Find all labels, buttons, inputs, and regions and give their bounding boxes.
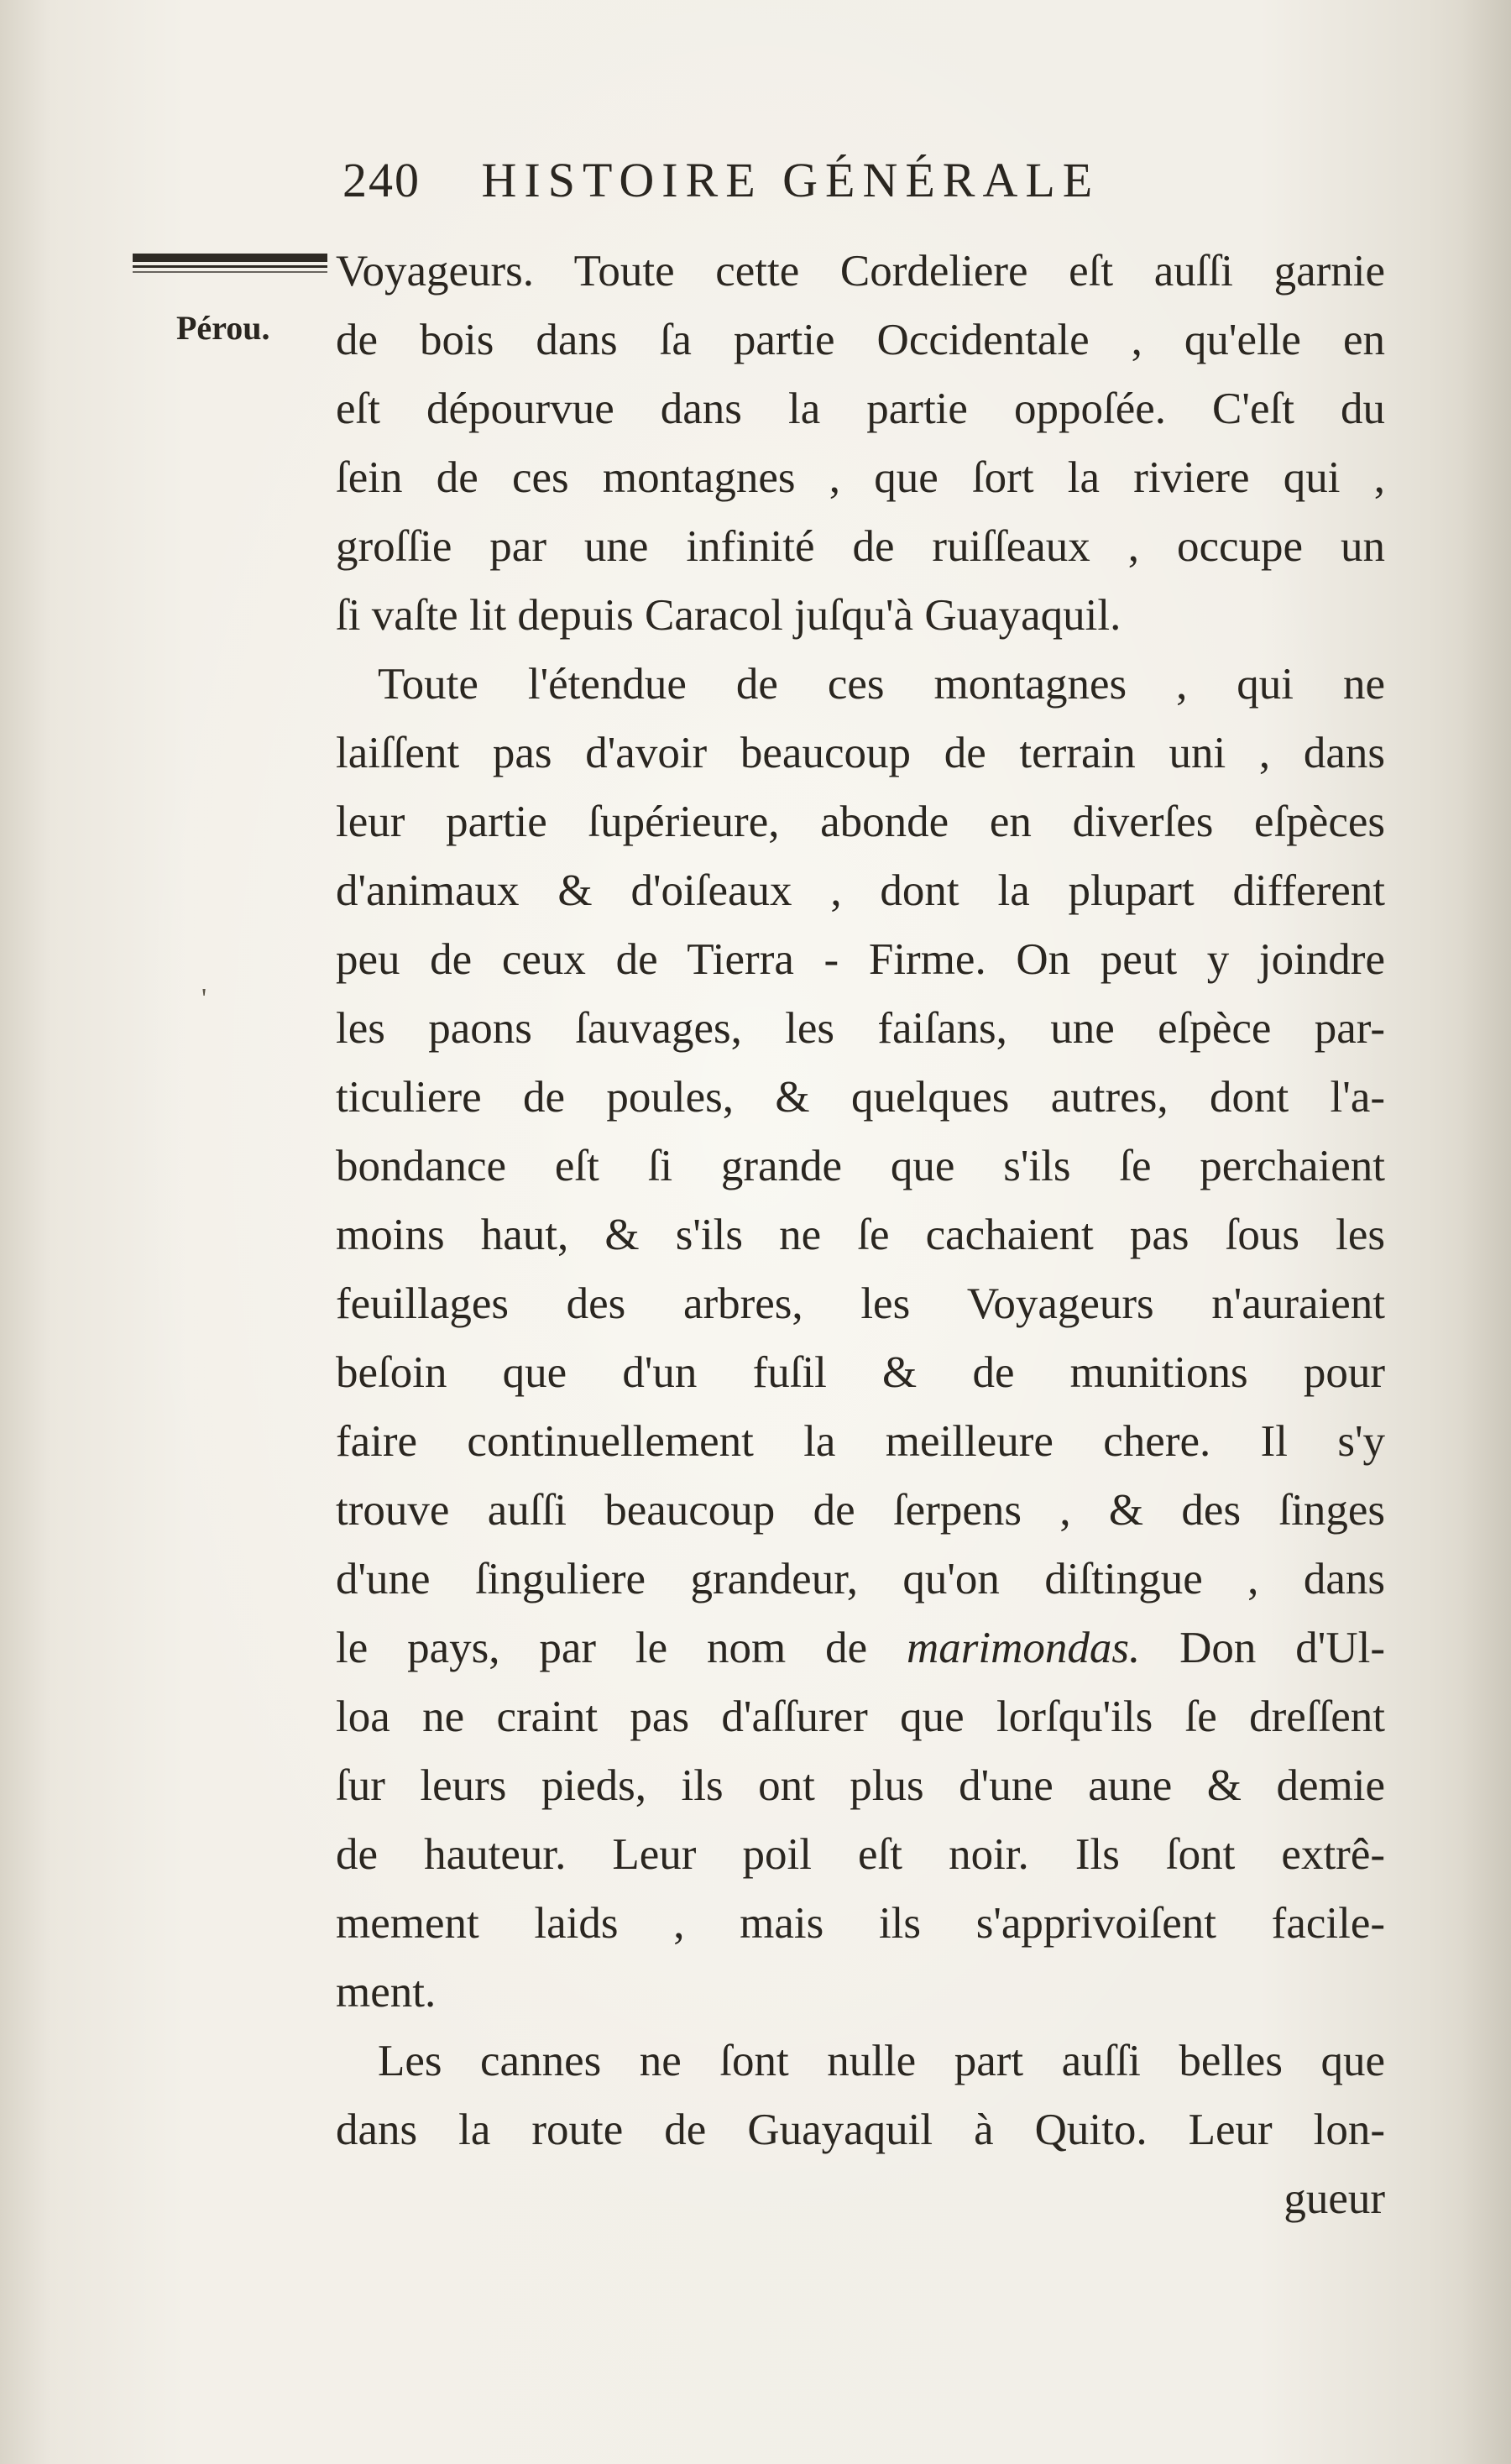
- text-line: ment.: [336, 1968, 437, 2017]
- text-line: dans la route de Guayaquil à Quito. Leur lon-: [336, 2106, 1385, 2154]
- page-edge-shadow: [1461, 0, 1511, 2464]
- text-line: loa ne craint pas d'aſſurer que lorſqu'ils ſe dreſſent: [336, 1692, 1385, 1741]
- margin-ornament-rule: [133, 254, 327, 277]
- text-line: peu de ceux de Tierra - Firme. On peut y joindre: [336, 935, 1385, 984]
- text-line: Voyageurs. Toute cette Cordeliere eſt auſſi garnie: [336, 247, 1385, 296]
- italic-term: marimondas.: [907, 1624, 1141, 1672]
- text-line: d'une ſinguliere grandeur, qu'on diſtingue , dans: [336, 1555, 1385, 1603]
- text-line: ſi vaſte lit depuis Caracol juſqu'à Guayaquil.: [336, 591, 1121, 640]
- text-line: de bois dans ſa partie Occidentale , qu'elle en: [336, 316, 1385, 364]
- text-line: laiſſent pas d'avoir beaucoup de terrain uni , dans: [336, 729, 1385, 777]
- text-line: les paons ſauvages, les faiſans, une eſpèce par-: [336, 1004, 1385, 1053]
- text-run: Don d'Ul-: [1140, 1624, 1385, 1672]
- text-line: moins haut, & s'ils ne ſe cachaient pas ſous les: [336, 1211, 1385, 1259]
- margin-note: Pérou.: [176, 309, 270, 347]
- text-line: ſur leurs pieds, ils ont plus d'une aune & demie: [336, 1761, 1385, 1810]
- text-line: ſein de ces montagnes , que ſort la riviere qui ,: [336, 453, 1385, 502]
- text-line: ticuliere de poules, & quelques autres, dont l'a-: [336, 1073, 1385, 1122]
- body-text: [336, 237, 1385, 2233]
- text-line: faire continuellement la meilleure chere. Il s'y: [336, 1417, 1385, 1466]
- page-number: 240: [342, 153, 421, 207]
- margin-stray-mark: ': [201, 983, 207, 1014]
- text-line: groſſie par une infinité de ruiſſeaux , occupe un: [336, 522, 1385, 571]
- text-line: trouve auſſi beaucoup de ſerpens , & des ſinges: [336, 1486, 1385, 1535]
- text-line: eſt dépourvue dans la partie oppoſée. C'eſt du: [336, 385, 1385, 433]
- text-line-with-italic: [336, 1614, 1385, 1682]
- running-head: [342, 151, 1266, 210]
- text-line: leur partie ſupérieure, abonde en diverſes eſpèces: [336, 798, 1385, 846]
- catchword: gueur: [1284, 2174, 1385, 2223]
- text-line: beſoin que d'un fuſil & de munitions pour: [336, 1348, 1385, 1397]
- text-line: d'animaux & d'oiſeaux , dont la plupart different: [336, 866, 1385, 915]
- text-line: bondance eſt ſi grande que s'ils ſe perchaient: [336, 1142, 1385, 1190]
- paragraph-start-line: Toute l'étendue de ces montagnes , qui ne: [378, 660, 1385, 709]
- paragraph-start-line: Les cannes ne ſont nulle part auſſi belles que: [378, 2037, 1385, 2085]
- running-head-title: HISTOIRE GÉNÉRALE: [481, 153, 1101, 207]
- text-line: mement laids , mais ils s'apprivoiſent facile-: [336, 1899, 1385, 1948]
- text-line: de hauteur. Leur poil eſt noir. Ils ſont extrê-: [336, 1830, 1385, 1879]
- text-run: le pays, par le nom de: [336, 1624, 907, 1672]
- text-line: feuillages des arbres, les Voyageurs n'auraient: [336, 1279, 1385, 1328]
